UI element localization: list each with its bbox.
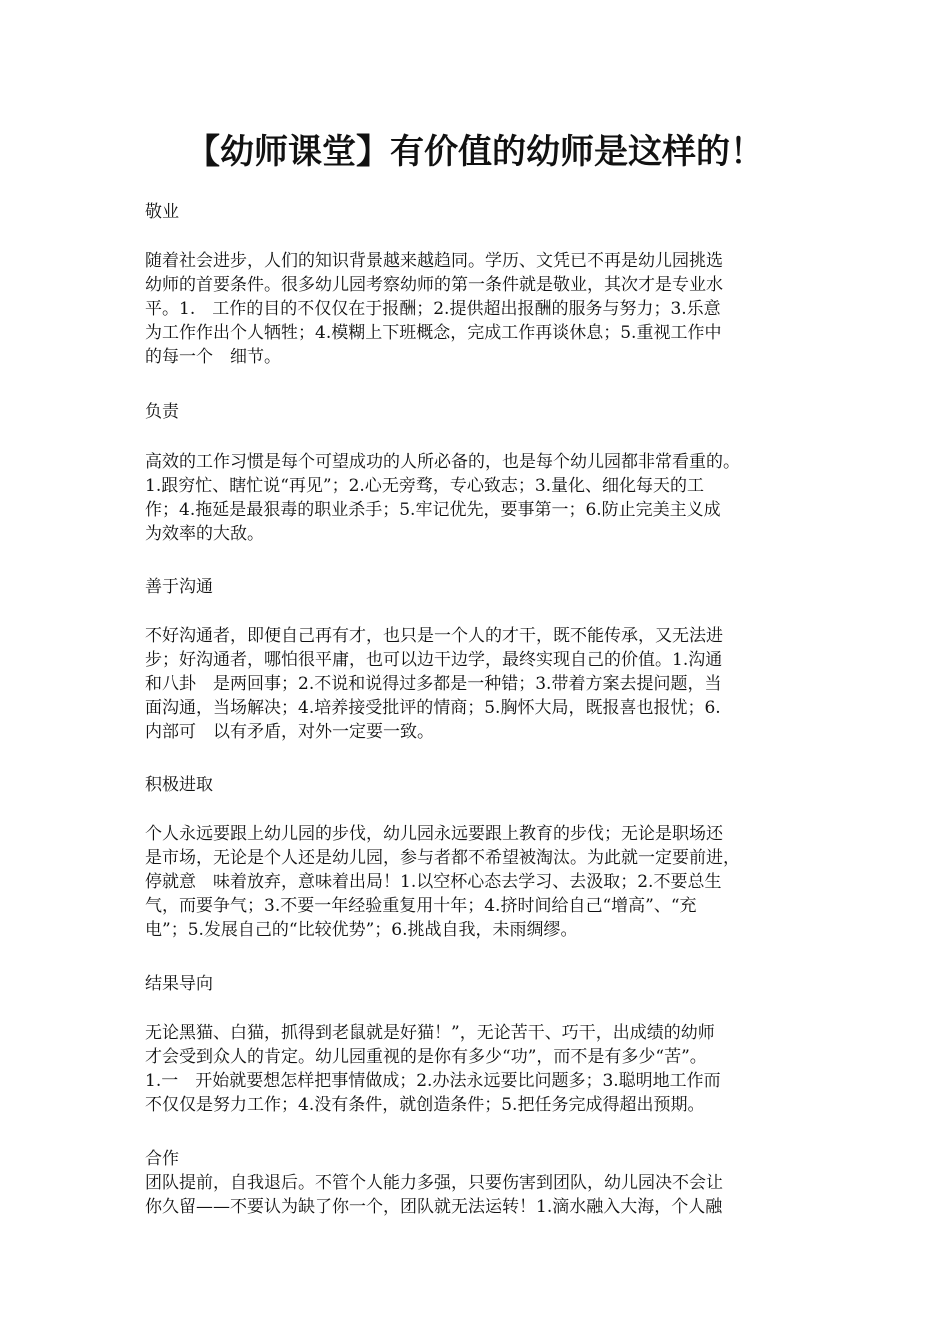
paragraph-line: 步；好沟通者，哪怕很平庸，也可以边干边学，最终实现自己的价值。1.沟通	[145, 650, 723, 670]
section-paragraph	[145, 249, 810, 369]
paragraph-line: 团队提前，自我退后。不管个人能力多强，只要伤害到团队，幼儿园决不会让	[145, 1173, 723, 1193]
paragraph-line: 电”；5.发展自己的“比较优势”；6.挑战自我，未雨绸缪。	[145, 920, 578, 940]
paragraph-line: 是市场，无论是个人还是幼儿园，参与者都不希望被淘汰。为此就一定要前进，	[145, 848, 740, 868]
section-heading: 善于沟通	[145, 577, 213, 597]
section-heading: 敬业	[145, 202, 179, 222]
paragraph-line: 随着社会进步，人们的知识背景越来越趋同。学历、文凭已不再是幼儿园挑选	[145, 251, 723, 271]
paragraph-line: 不好沟通者，即便自己再有才，也只是一个人的才干，既不能传承，又无法进	[145, 626, 723, 646]
paragraph-line: 个人永远要跟上幼儿园的步伐，幼儿园永远要跟上教育的步伐；无论是职场还	[145, 824, 723, 844]
section-paragraph	[145, 1171, 810, 1219]
section-paragraph	[145, 1021, 810, 1117]
paragraph-line: 1.一 开始就要想怎样把事情做成；2.办法永远要比问题多；3.聪明地工作而	[145, 1071, 721, 1091]
paragraph-line: 面沟通，当场解决；4.培养接受批评的情商；5.胸怀大局，既报喜也报忧；6.	[145, 698, 721, 718]
paragraph-line: 平。1. 工作的目的不仅仅在于报酬；2.提供超出报酬的服务与努力；3.乐意	[145, 299, 721, 319]
paragraph-line: 1.跟穷忙、瞎忙说“再见”；2.心无旁骛，专心致志；3.量化、细化每天的工	[145, 476, 705, 496]
section-heading: 合作	[145, 1149, 179, 1169]
paragraph-line: 才会受到众人的肯定。幼儿园重视的是你有多少“功”，而不是有多少“苦”。	[145, 1047, 707, 1067]
section-heading: 负责	[145, 402, 179, 422]
section-paragraph	[145, 624, 810, 744]
paragraph-line: 内部可 以有矛盾，对外一定要一致。	[145, 722, 434, 742]
paragraph-line: 无论黑猫、白猫，抓得到老鼠就是好猫！”，无论苦干、巧干，出成绩的幼师	[145, 1023, 715, 1043]
paragraph-line: 气，而要争气；3.不要一年经验重复用十年；4.挤时间给自己“增高”、“充	[145, 896, 697, 916]
section-heading: 结果导向	[145, 974, 213, 994]
paragraph-line: 的每一个 细节。	[145, 347, 281, 367]
paragraph-line: 作；4.拖延是最狠毒的职业杀手；5.牢记优先，要事第一；6.防止完美主义成	[145, 500, 721, 520]
paragraph-line: 和八卦 是两回事；2.不说和说得过多都是一种错；3.带着方案去提问题，当	[145, 674, 722, 694]
paragraph-line: 你久留——不要认为缺了你一个，团队就无法运转！1.滴水融入大海，个人融	[145, 1197, 723, 1217]
paragraph-line: 为效率的大敌。	[145, 524, 264, 544]
section-paragraph	[145, 822, 810, 942]
paragraph-line: 为工作作出个人牺牲；4.模糊上下班概念，完成工作再谈休息；5.重视工作中	[145, 323, 722, 343]
paragraph-line: 不仅仅是努力工作；4.没有条件，就创造条件；5.把任务完成得超出预期。	[145, 1095, 705, 1115]
paragraph-line: 幼师的首要条件。很多幼儿园考察幼师的第一条件就是敬业，其次才是专业水	[145, 275, 723, 295]
paragraph-line: 停就意 味着放弃，意味着出局！1.以空杯心态去学习、去汲取；2.不要总生	[145, 872, 722, 892]
section-paragraph	[145, 450, 810, 546]
document-title: 【幼师课堂】有价值的幼师是这样的！	[186, 132, 764, 172]
section-heading: 积极进取	[145, 775, 213, 795]
paragraph-line: 高效的工作习惯是每个可望成功的人所必备的，也是每个幼儿园都非常看重的。	[145, 452, 740, 472]
